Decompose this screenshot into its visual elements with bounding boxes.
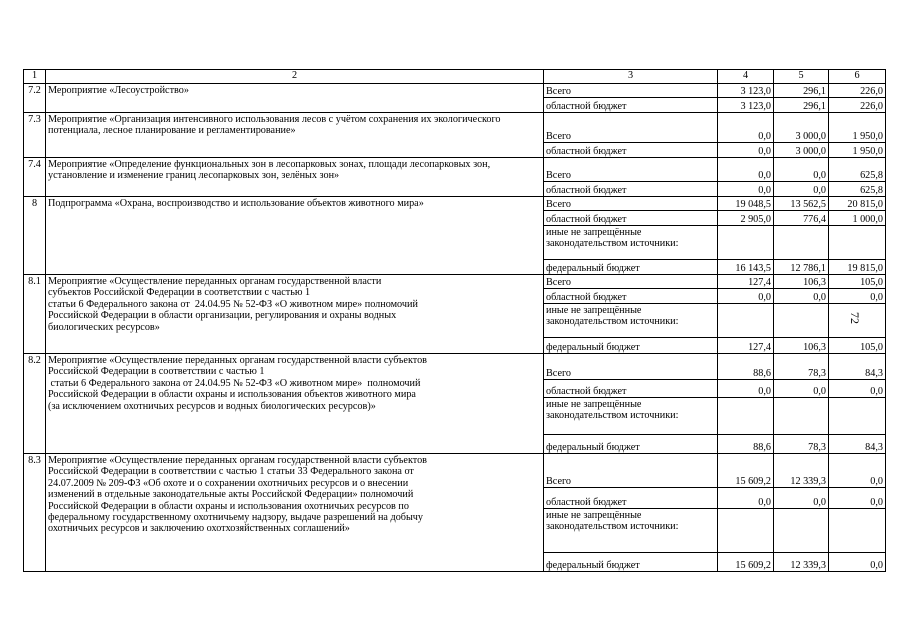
- funding-source: областной бюджет: [544, 98, 718, 113]
- amount-4: 3 123,0: [718, 84, 774, 98]
- item-name-line: Российской Федерации в соответствии с частью 1 статьи 33 Федерального закона от: [48, 466, 414, 478]
- amount-4: 19 048,5: [718, 197, 774, 211]
- amount-4: 0,0: [718, 182, 774, 197]
- amount-4: 0,0: [718, 143, 774, 158]
- amount-5: 0,0: [774, 158, 829, 182]
- item-number: 7.2: [24, 84, 46, 113]
- amount-4: [718, 509, 774, 553]
- amount-4: [718, 398, 774, 435]
- amount-6: 226,0: [829, 84, 886, 98]
- item-name-line: Мероприятие «Осуществление переданных органам государственной власти субъектов: [48, 455, 427, 466]
- header-cell: 2: [46, 70, 544, 84]
- item-name-line: статьи 6 Федерального закона от 24.04.95 № 52-ФЗ «О животном мире» полномочий: [48, 298, 418, 310]
- table-header-row: [24, 70, 886, 84]
- page-number: 72: [848, 312, 862, 324]
- header-cell: 3: [544, 70, 718, 84]
- amount-5: [774, 304, 829, 338]
- table-row: [24, 197, 886, 211]
- funding-source: Всего: [544, 158, 718, 182]
- funding-source: Всего: [544, 275, 718, 289]
- amount-4: 2 905,0: [718, 211, 774, 226]
- amount-6: 19 815,0: [829, 260, 886, 275]
- item-name: [46, 275, 544, 354]
- funding-source: иные не запрещённые законодательством источники:: [544, 304, 718, 338]
- header-cell: 4: [718, 70, 774, 84]
- item-number: 8: [24, 197, 46, 275]
- funding-source: федеральный бюджет: [544, 435, 718, 454]
- amount-5: 3 000,0: [774, 113, 829, 143]
- item-name-line: Российской Федерации в области охраны и использования охотничьих ресурсов по: [48, 500, 409, 512]
- item-number: 8.1: [24, 275, 46, 354]
- amount-6: 1 950,0: [829, 113, 886, 143]
- item-name: Мероприятие «Лесоустройство»: [46, 84, 544, 113]
- amount-5: 12 786,1: [774, 260, 829, 275]
- funding-source: областной бюджет: [544, 488, 718, 509]
- item-name-line: федеральному государственному охотничьему надзору, выдаче разрешений на добычу: [48, 512, 424, 524]
- amount-4: 0,0: [718, 113, 774, 143]
- item-name-line: Российской Федерации в соответствии с частью 1: [48, 366, 265, 378]
- amount-5: 0,0: [774, 289, 829, 304]
- item-number: 8.2: [24, 354, 46, 454]
- amount-6: 0,0: [829, 289, 886, 304]
- amount-6: 84,3: [829, 435, 886, 454]
- amount-5: 12 339,3: [774, 454, 829, 488]
- header-cell: 6: [829, 70, 886, 84]
- funding-source: федеральный бюджет: [544, 338, 718, 354]
- amount-6: [829, 226, 886, 260]
- table-row: [24, 84, 886, 98]
- amount-4: 88,6: [718, 435, 774, 454]
- amount-4: 3 123,0: [718, 98, 774, 113]
- funding-source: Всего: [544, 197, 718, 211]
- funding-source: иные не запрещённые законодательством источники:: [544, 226, 718, 260]
- funding-source: Всего: [544, 354, 718, 380]
- funding-source: областной бюджет: [544, 380, 718, 398]
- funding-source: федеральный бюджет: [544, 260, 718, 275]
- item-name-line: (за исключением охотничьих ресурсов и водных биологических ресурсов)»: [48, 400, 376, 412]
- table-row: [24, 275, 886, 289]
- funding-source: областной бюджет: [544, 182, 718, 197]
- amount-5: [774, 509, 829, 553]
- amount-6: 84,3: [829, 354, 886, 380]
- amount-4: 0,0: [718, 289, 774, 304]
- budget-table: [23, 69, 886, 572]
- header-cell: 5: [774, 70, 829, 84]
- item-name: [46, 354, 544, 454]
- amount-6: 20 815,0: [829, 197, 886, 211]
- amount-6: 0,0: [829, 380, 886, 398]
- item-number: 7.3: [24, 113, 46, 158]
- amount-6: 0,0: [829, 454, 886, 488]
- table-row: [24, 354, 886, 380]
- amount-5: 0,0: [774, 488, 829, 509]
- amount-4: [718, 304, 774, 338]
- item-number: 8.3: [24, 454, 46, 572]
- amount-6: 105,0: [829, 338, 886, 354]
- funding-source: областной бюджет: [544, 143, 718, 158]
- item-name: Подпрограмма «Охрана, воспроизводство и использование объектов животного мира»: [46, 197, 544, 275]
- amount-5: 12 339,3: [774, 553, 829, 572]
- header-cell: 1: [24, 70, 46, 84]
- item-name: [46, 454, 544, 572]
- funding-source: Всего: [544, 84, 718, 98]
- amount-5: 78,3: [774, 435, 829, 454]
- funding-source: Всего: [544, 113, 718, 143]
- amount-5: 3 000,0: [774, 143, 829, 158]
- funding-source: иные не запрещённые законодательством источники:: [544, 398, 718, 435]
- amount-5: [774, 226, 829, 260]
- amount-5: 296,1: [774, 84, 829, 98]
- amount-6: 0,0: [829, 553, 886, 572]
- amount-6: 1 950,0: [829, 143, 886, 158]
- amount-5: [774, 398, 829, 435]
- table-row: [24, 158, 886, 182]
- item-name-line: Мероприятие «Осуществление переданных органам государственной власти субъектов: [48, 355, 427, 366]
- item-name-line: изменений в отдельные законодательные акты Российской Федерации» полномочий: [48, 489, 414, 501]
- funding-source: областной бюджет: [544, 211, 718, 226]
- item-name-line: охотничьих ресурсов и заключению охотхозяйственных соглашений»: [48, 523, 350, 535]
- amount-6: [829, 509, 886, 553]
- amount-4: 16 143,5: [718, 260, 774, 275]
- amount-4: 127,4: [718, 275, 774, 289]
- amount-6: 0,0: [829, 488, 886, 509]
- item-name: Мероприятие «Организация интенсивного использования лесов с учётом сохранения их экологического потенциала, лесное планирование и регламентирование»: [46, 113, 544, 158]
- amount-6: 625,8: [829, 182, 886, 197]
- amount-6: 226,0: [829, 98, 886, 113]
- amount-5: 0,0: [774, 380, 829, 398]
- amount-6: 1 000,0: [829, 211, 886, 226]
- amount-4: 15 609,2: [718, 454, 774, 488]
- item-name: Мероприятие «Определение функциональных зон в лесопарковых зонах, площади лесопарковых зон, установление и изменение границ лесопарковых зон, зелёных зон»: [46, 158, 544, 197]
- item-name-line: 24.07.2009 № 209-ФЗ «Об охоте и о сохранении охотничьих ресурсов и о внесении: [48, 477, 409, 489]
- table-row: [24, 454, 886, 488]
- amount-4: 0,0: [718, 488, 774, 509]
- amount-6: 105,0: [829, 275, 886, 289]
- item-name-line: Российской Федерации в области организации, регулирования и охраны водных: [48, 310, 397, 322]
- item-name-line: Российской Федерации в области охраны и использования объектов животного мира: [48, 389, 416, 401]
- amount-5: 78,3: [774, 354, 829, 380]
- item-name-line: биологических ресурсов»: [48, 321, 160, 333]
- funding-source: иные не запрещённые законодательством источники:: [544, 509, 718, 553]
- amount-5: 106,3: [774, 338, 829, 354]
- amount-5: 776,4: [774, 211, 829, 226]
- item-name-line: статьи 6 Федерального закона от 24.04.95 № 52-ФЗ «О животном мире» полномочий: [48, 377, 421, 389]
- funding-source: Всего: [544, 454, 718, 488]
- funding-source: областной бюджет: [544, 289, 718, 304]
- item-name-line: субъектов Российской Федерации в соответствии с частью 1: [48, 287, 311, 299]
- funding-source: федеральный бюджет: [544, 553, 718, 572]
- item-number: 7.4: [24, 158, 46, 197]
- amount-4: 127,4: [718, 338, 774, 354]
- amount-5: 13 562,5: [774, 197, 829, 211]
- table-row: [24, 113, 886, 143]
- amount-6: 625,8: [829, 158, 886, 182]
- amount-4: 88,6: [718, 354, 774, 380]
- amount-5: 296,1: [774, 98, 829, 113]
- amount-4: 15 609,2: [718, 553, 774, 572]
- item-name-line: Мероприятие «Осуществление переданных органам государственной власти: [48, 276, 382, 287]
- amount-4: 0,0: [718, 380, 774, 398]
- amount-4: 0,0: [718, 158, 774, 182]
- amount-5: 0,0: [774, 182, 829, 197]
- amount-6: [829, 398, 886, 435]
- amount-5: 106,3: [774, 275, 829, 289]
- amount-4: [718, 226, 774, 260]
